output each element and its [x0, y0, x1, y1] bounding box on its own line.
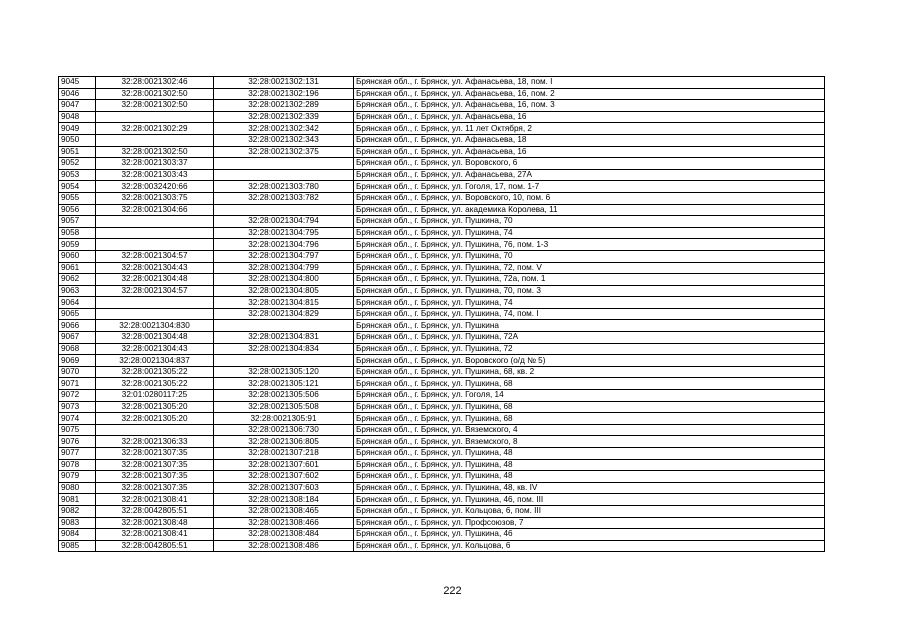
cadastral-number-cell: 32:28:0021307:35 [96, 471, 214, 483]
table-row [59, 505, 825, 517]
cadastral-number-cell: 32:28:0021305:22 [96, 378, 214, 390]
address-cell: Брянская обл., г. Брянск, ул. Пушкина, 70 [354, 216, 825, 228]
building-cadastral-number-cell: 32:28:0021308:466 [214, 517, 354, 529]
cadastral-number-cell: 32:28:0021304:830 [96, 320, 214, 332]
table-row [59, 274, 825, 286]
table-row [59, 378, 825, 390]
row-number-cell: 9078 [59, 459, 96, 471]
building-cadastral-number-cell: 32:28:0021305:121 [214, 378, 354, 390]
row-number-cell: 9065 [59, 308, 96, 320]
building-cadastral-number-cell: 32:28:0021304:815 [214, 297, 354, 309]
building-cadastral-number-cell: 32:28:0021304:794 [214, 216, 354, 228]
table-row [59, 401, 825, 413]
building-cadastral-number-cell: 32:28:0021306:805 [214, 436, 354, 448]
table-row [59, 517, 825, 529]
table-row [59, 366, 825, 378]
table-row [59, 216, 825, 228]
address-cell: Брянская обл., г. Брянск, ул. Пушкина, 74 [354, 227, 825, 239]
building-cadastral-number-cell: 32:28:0021308:465 [214, 505, 354, 517]
address-cell: Брянская обл., г. Брянск, ул. Пушкина, 74 [354, 297, 825, 309]
building-cadastral-number-cell: 32:28:0021303:782 [214, 192, 354, 204]
cadastral-number-cell: 32:28:0021308:41 [96, 494, 214, 506]
table-row [59, 343, 825, 355]
address-cell: Брянская обл., г. Брянск, ул. Воровского (о/д № 5) [354, 355, 825, 367]
building-cadastral-number-cell: 32:28:0021302:339 [214, 111, 354, 123]
building-cadastral-number-cell: 32:28:0021304:795 [214, 227, 354, 239]
row-number-cell: 9050 [59, 134, 96, 146]
row-number-cell: 9048 [59, 111, 96, 123]
building-cadastral-number-cell: 32:28:0021307:218 [214, 448, 354, 460]
cadastral-number-cell: 32:28:0021302:46 [96, 77, 214, 89]
building-cadastral-number-cell [214, 204, 354, 216]
building-cadastral-number-cell: 32:28:0021308:486 [214, 540, 354, 552]
cadastral-number-cell: 32:28:0042805:51 [96, 540, 214, 552]
table-row [59, 297, 825, 309]
building-cadastral-number-cell: 32:28:0021302:196 [214, 88, 354, 100]
table-row [59, 192, 825, 204]
row-number-cell: 9054 [59, 181, 96, 193]
cadastral-number-cell [96, 297, 214, 309]
address-cell: Брянская обл., г. Брянск, ул. Профсоюзов, 7 [354, 517, 825, 529]
building-cadastral-number-cell: 32:28:0021302:375 [214, 146, 354, 158]
building-cadastral-number-cell [214, 320, 354, 332]
table-row [59, 308, 825, 320]
address-cell: Брянская обл., г. Брянск, ул. Пушкина, 48 [354, 459, 825, 471]
row-number-cell: 9047 [59, 100, 96, 112]
row-number-cell: 9059 [59, 239, 96, 251]
cadastral-number-cell [96, 216, 214, 228]
cadastral-number-cell: 32:28:0021304:837 [96, 355, 214, 367]
cadastral-number-cell: 32:28:0021304:57 [96, 285, 214, 297]
cadastral-number-cell: 32:28:0021305:22 [96, 366, 214, 378]
row-number-cell: 9062 [59, 274, 96, 286]
page-number: 222 [443, 585, 462, 597]
cadastral-number-cell: 32:28:0021304:43 [96, 262, 214, 274]
table-row [59, 459, 825, 471]
registry-table-body [59, 77, 825, 552]
cadastral-number-cell: 32:28:0021302:50 [96, 100, 214, 112]
building-cadastral-number-cell: 32:28:0021304:831 [214, 332, 354, 344]
address-cell: Брянская обл., г. Брянск, ул. Пушкина, 68 [354, 401, 825, 413]
table-row [59, 239, 825, 251]
table-row [59, 146, 825, 158]
row-number-cell: 9053 [59, 169, 96, 181]
address-cell: Брянская обл., г. Брянск, ул. Пушкина, 46, пом. III [354, 494, 825, 506]
cadastral-number-cell: 32:28:0021304:48 [96, 332, 214, 344]
building-cadastral-number-cell: 32:28:0021307:603 [214, 482, 354, 494]
table-row [59, 134, 825, 146]
address-cell: Брянская обл., г. Брянск, ул. академика Королева, 11 [354, 204, 825, 216]
address-cell: Брянская обл., г. Брянск, ул. Пушкина, 68 [354, 413, 825, 425]
address-cell: Брянская обл., г. Брянск, ул. Пушкина, 48 [354, 471, 825, 483]
row-number-cell: 9067 [59, 332, 96, 344]
cadastral-number-cell: 32:28:0021305:20 [96, 401, 214, 413]
registry-table [58, 76, 825, 552]
row-number-cell: 9083 [59, 517, 96, 529]
building-cadastral-number-cell: 32:28:0021308:184 [214, 494, 354, 506]
address-cell: Брянская обл., г. Брянск, ул. Пушкина, 48, кв. IV [354, 482, 825, 494]
table-row [59, 332, 825, 344]
table-row [59, 181, 825, 193]
building-cadastral-number-cell: 32:28:0021304:796 [214, 239, 354, 251]
address-cell: Брянская обл., г. Брянск, ул. Пушкина, 70 [354, 250, 825, 262]
address-cell: Брянская обл., г. Брянск, ул. Воровского, 6 [354, 158, 825, 170]
cadastral-number-cell: 32:28:0021304:43 [96, 343, 214, 355]
address-cell: Брянская обл., г. Брянск, ул. Кольцова, 6, пом. III [354, 505, 825, 517]
cadastral-number-cell [96, 111, 214, 123]
address-cell: Брянская обл., г. Брянск, ул. Пушкина, 46 [354, 529, 825, 541]
table-row [59, 77, 825, 89]
row-number-cell: 9051 [59, 146, 96, 158]
table-row [59, 448, 825, 460]
cadastral-number-cell: 32:28:0021308:41 [96, 529, 214, 541]
building-cadastral-number-cell: 32:28:0021302:342 [214, 123, 354, 135]
address-cell: Брянская обл., г. Брянск, ул. 11 лет Октября, 2 [354, 123, 825, 135]
cadastral-number-cell: 32:28:0021308:48 [96, 517, 214, 529]
building-cadastral-number-cell [214, 355, 354, 367]
building-cadastral-number-cell: 32:28:0021307:602 [214, 471, 354, 483]
building-cadastral-number-cell: 32:28:0021302:289 [214, 100, 354, 112]
row-number-cell: 9046 [59, 88, 96, 100]
building-cadastral-number-cell: 32:28:0021305:508 [214, 401, 354, 413]
address-cell: Брянская обл., г. Брянск, ул. Кольцова, 6 [354, 540, 825, 552]
table-row [59, 436, 825, 448]
table-row [59, 100, 825, 112]
row-number-cell: 9076 [59, 436, 96, 448]
table-row [59, 494, 825, 506]
cadastral-number-cell: 32:28:0032420:66 [96, 181, 214, 193]
address-cell: Брянская обл., г. Брянск, ул. Пушкина, 68, кв. 2 [354, 366, 825, 378]
cadastral-number-cell: 32:28:0021305:20 [96, 413, 214, 425]
cadastral-number-cell: 32:28:0021303:75 [96, 192, 214, 204]
address-cell: Брянская обл., г. Брянск, ул. Пушкина, 48 [354, 448, 825, 460]
address-cell: Брянская обл., г. Брянск, ул. Пушкина, 76, пом. 1-3 [354, 239, 825, 251]
address-cell: Брянская обл., г. Брянск, ул. Пушкина, 72А [354, 332, 825, 344]
table-row [59, 320, 825, 332]
row-number-cell: 9071 [59, 378, 96, 390]
row-number-cell: 9085 [59, 540, 96, 552]
address-cell: Брянская обл., г. Брянск, ул. Пушкина [354, 320, 825, 332]
cadastral-number-cell [96, 239, 214, 251]
address-cell: Брянская обл., г. Брянск, ул. Пушкина, 72, пом. V [354, 262, 825, 274]
building-cadastral-number-cell: 32:28:0021304:829 [214, 308, 354, 320]
building-cadastral-number-cell: 32:28:0021305:120 [214, 366, 354, 378]
cadastral-number-cell [96, 134, 214, 146]
cadastral-number-cell: 32:28:0021303:43 [96, 169, 214, 181]
table-row [59, 424, 825, 436]
address-cell: Брянская обл., г. Брянск, ул. Пушкина, 72а, пом. 1 [354, 274, 825, 286]
cadastral-number-cell: 32:28:0021302:50 [96, 146, 214, 158]
building-cadastral-number-cell: 32:28:0021305:91 [214, 413, 354, 425]
cadastral-number-cell [96, 227, 214, 239]
address-cell: Брянская обл., г. Брянск, ул. Гоголя, 17, пом. 1-7 [354, 181, 825, 193]
table-row [59, 529, 825, 541]
cadastral-number-cell [96, 424, 214, 436]
table-row [59, 123, 825, 135]
cadastral-number-cell: 32:28:0021307:35 [96, 482, 214, 494]
row-number-cell: 9060 [59, 250, 96, 262]
row-number-cell: 9063 [59, 285, 96, 297]
cadastral-number-cell: 32:28:0042805:51 [96, 505, 214, 517]
table-row [59, 169, 825, 181]
building-cadastral-number-cell: 32:28:0021303:780 [214, 181, 354, 193]
row-number-cell: 9064 [59, 297, 96, 309]
address-cell: Брянская обл., г. Брянск, ул. Пушкина, 70, пом. 3 [354, 285, 825, 297]
row-number-cell: 9058 [59, 227, 96, 239]
table-row [59, 390, 825, 402]
row-number-cell: 9055 [59, 192, 96, 204]
building-cadastral-number-cell: 32:28:0021308:484 [214, 529, 354, 541]
row-number-cell: 9045 [59, 77, 96, 89]
cadastral-number-cell: 32:28:0021304:48 [96, 274, 214, 286]
address-cell: Брянская обл., г. Брянск, ул. Афанасьева, 16, пом. 3 [354, 100, 825, 112]
building-cadastral-number-cell: 32:28:0021306:730 [214, 424, 354, 436]
cadastral-number-cell: 32:28:0021303:37 [96, 158, 214, 170]
row-number-cell: 9084 [59, 529, 96, 541]
table-row [59, 482, 825, 494]
table-row [59, 158, 825, 170]
cadastral-number-cell [96, 308, 214, 320]
building-cadastral-number-cell: 32:28:0021302:131 [214, 77, 354, 89]
row-number-cell: 9066 [59, 320, 96, 332]
row-number-cell: 9082 [59, 505, 96, 517]
row-number-cell: 9079 [59, 471, 96, 483]
address-cell: Брянская обл., г. Брянск, ул. Афанасьева, 16 [354, 146, 825, 158]
address-cell: Брянская обл., г. Брянск, ул. Афанасьева, 16 [354, 111, 825, 123]
building-cadastral-number-cell: 32:28:0021304:805 [214, 285, 354, 297]
table-row [59, 413, 825, 425]
row-number-cell: 9049 [59, 123, 96, 135]
row-number-cell: 9070 [59, 366, 96, 378]
table-row [59, 88, 825, 100]
cadastral-number-cell: 32:28:0021302:50 [96, 88, 214, 100]
address-cell: Брянская обл., г. Брянск, ул. Воровского, 10, пом. 6 [354, 192, 825, 204]
row-number-cell: 9074 [59, 413, 96, 425]
address-cell: Брянская обл., г. Брянск, ул. Пушкина, 72 [354, 343, 825, 355]
address-cell: Брянская обл., г. Брянск, ул. Гоголя, 14 [354, 390, 825, 402]
table-row [59, 204, 825, 216]
cadastral-number-cell: 32:28:0021302:29 [96, 123, 214, 135]
table-row [59, 471, 825, 483]
row-number-cell: 9072 [59, 390, 96, 402]
building-cadastral-number-cell: 32:28:0021304:800 [214, 274, 354, 286]
building-cadastral-number-cell: 32:28:0021302:343 [214, 134, 354, 146]
cadastral-number-cell: 32:28:0021307:35 [96, 459, 214, 471]
row-number-cell: 9052 [59, 158, 96, 170]
table-row [59, 540, 825, 552]
row-number-cell: 9057 [59, 216, 96, 228]
address-cell: Брянская обл., г. Брянск, ул. Вяземского, 4 [354, 424, 825, 436]
table-row [59, 250, 825, 262]
address-cell: Брянская обл., г. Брянск, ул. Афанасьева, 18, пом. I [354, 77, 825, 89]
address-cell: Брянская обл., г. Брянск, ул. Пушкина, 74, пом. I [354, 308, 825, 320]
building-cadastral-number-cell [214, 169, 354, 181]
row-number-cell: 9068 [59, 343, 96, 355]
building-cadastral-number-cell [214, 158, 354, 170]
address-cell: Брянская обл., г. Брянск, ул. Афанасьева, 16, пом. 2 [354, 88, 825, 100]
address-cell: Брянская обл., г. Брянск, ул. Пушкина, 68 [354, 378, 825, 390]
building-cadastral-number-cell: 32:28:0021305:506 [214, 390, 354, 402]
building-cadastral-number-cell: 32:28:0021304:834 [214, 343, 354, 355]
row-number-cell: 9081 [59, 494, 96, 506]
table-row [59, 355, 825, 367]
table-row [59, 285, 825, 297]
building-cadastral-number-cell: 32:28:0021307:601 [214, 459, 354, 471]
row-number-cell: 9080 [59, 482, 96, 494]
row-number-cell: 9061 [59, 262, 96, 274]
cadastral-number-cell: 32:28:0021304:57 [96, 250, 214, 262]
table-row [59, 262, 825, 274]
cadastral-number-cell: 32:28:0021306:33 [96, 436, 214, 448]
cadastral-number-cell: 32:28:0021307:35 [96, 448, 214, 460]
building-cadastral-number-cell: 32:28:0021304:797 [214, 250, 354, 262]
address-cell: Брянская обл., г. Брянск, ул. Афанасьева, 18 [354, 134, 825, 146]
row-number-cell: 9073 [59, 401, 96, 413]
cadastral-number-cell: 32:01:0280117:25 [96, 390, 214, 402]
building-cadastral-number-cell: 32:28:0021304:799 [214, 262, 354, 274]
row-number-cell: 9075 [59, 424, 96, 436]
address-cell: Брянская обл., г. Брянск, ул. Вяземского, 8 [354, 436, 825, 448]
table-row [59, 111, 825, 123]
row-number-cell: 9077 [59, 448, 96, 460]
address-cell: Брянская обл., г. Брянск, ул. Афанасьева, 27А [354, 169, 825, 181]
row-number-cell: 9056 [59, 204, 96, 216]
row-number-cell: 9069 [59, 355, 96, 367]
table-row [59, 227, 825, 239]
cadastral-number-cell: 32:28:0021304:66 [96, 204, 214, 216]
